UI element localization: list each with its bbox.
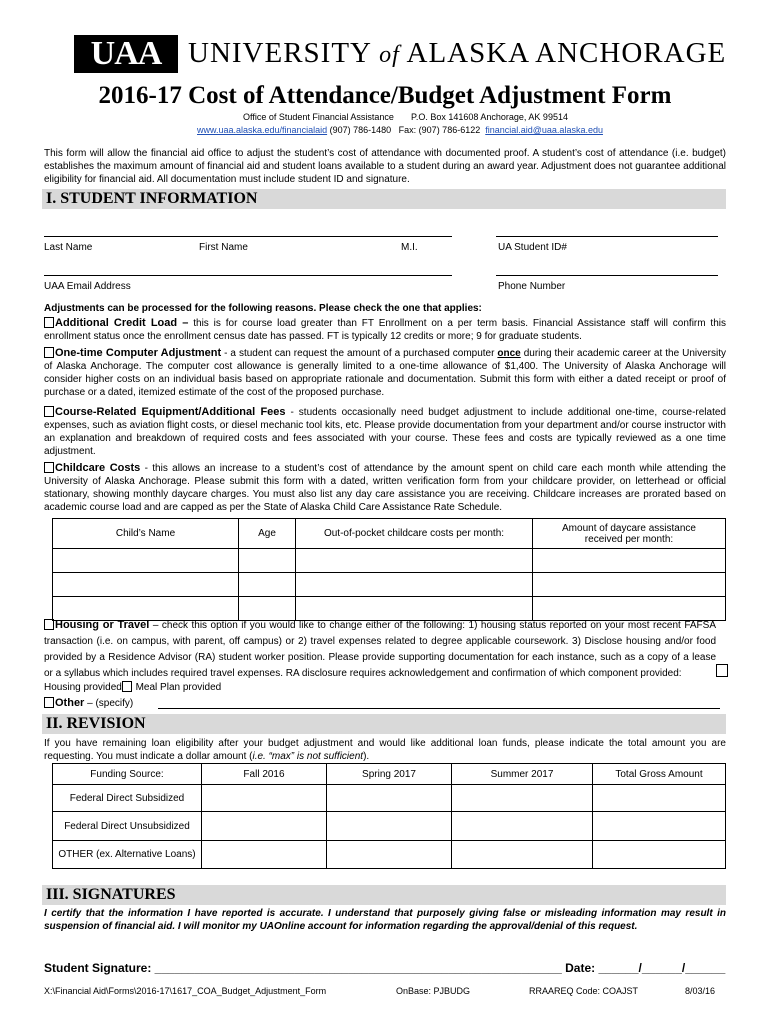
table-row [53,549,726,573]
housing-provided-checkbox[interactable] [122,681,132,692]
table-row: OTHER (ex. Alternative Loans) [53,841,726,869]
age-header: Age [239,519,296,549]
section-revision: II. REVISION [42,714,726,734]
ra-component-checkbox[interactable] [716,664,728,677]
housing-provided-row: Housing provided Meal Plan provided [44,682,222,693]
first-name-label: First Name [199,242,248,253]
last-name-label: Last Name [44,242,93,253]
computer-checkbox[interactable] [44,347,54,358]
total-header: Total Gross Amount [593,764,726,785]
certification-text: I certify that the information I have reported is accurate. I understand that purposely giving false or misleading information may result in suspension of financial aid. I will monitor my UAOnline account for information regarding the approval/denial of this request. [44,908,726,932]
revision-paragraph: If you have remaining loan eligibility after your budget adjustment and would like additional loan funds, please indicate the total amount you are requesting. You must indicate a dollar amount (i.e. “max” is not sufficient). [44,738,726,762]
reason-housing-travel: Housing or Travel – check this option if you would like to change either of the following: 1) housing status reported on your most recent FAFSA transaction (i.e. on campus, with parent, off campus) or 2) travel expenses related to degree applicable coursework. 3) Disclose housing and/or food provided by a Residence Advisor (RA) student worker position. Please provide supporting documentation for each instance, such as a copy of a lease or a syllabus which includes required travel expenses. RA disclosure requires acknowledgement and confirmation of which component provided: [44,619,716,679]
childcare-checkbox[interactable] [44,462,54,473]
form-title: 2016-17 Cost of Attendance/Budget Adjustment Form [98,82,672,109]
signature-row: Student Signature: _____________________________________________________________ Date: ______/______/______ [44,961,726,975]
name-line[interactable] [44,236,452,237]
email-link[interactable]: financial.aid@uaa.alaska.edu [485,125,603,135]
office-address: P.O. Box 141608 Anchorage, AK 99514 [411,112,568,122]
section-student-information: I. STUDENT INFORMATION [42,189,726,209]
revision-table [52,763,726,869]
footer-onbase: OnBase: PJBUDG [396,986,471,996]
section-signatures: III. SIGNATURES [42,885,726,905]
uaa-logo: UAA [74,35,178,73]
mi-label: M.I. [401,242,418,253]
child-name-header: Child’s Name [53,519,239,549]
footer-date: 8/03/16 [685,986,716,996]
contact-line [197,124,603,136]
table-row: Federal Direct Unsubsidized [53,812,726,841]
reason-credit-load: Additional Credit Load – this is for course load greater than FT Enrollment on a per term basis. Financial Assistance staff will confirm this enrollment status once the enrollment census date has passed. FT is typically 12 credits or more; 9 for graduate students. [44,317,726,342]
course-equipment-checkbox[interactable] [44,406,54,417]
phone-line[interactable] [496,275,718,276]
footer-rraareq: RRAAREQ Code: COAJST [529,986,639,996]
other-checkbox[interactable] [44,697,54,708]
summer-header: Summer 2017 [452,764,593,785]
reasons-heading: Adjustments can be processed for the following reasons. Please check the one that applies: [44,303,482,314]
reason-course-equipment: Course-Related Equipment/Additional Fees - students occasionally need budget adjustment to include additional one-time, course-related expenses, such as aviation flight costs, or diesel mechanic tool kits, etc. Please provide documentation from your department and/or course instructor with an explanation and breakdown of required costs and fees associated with your course. These fees and costs are typically reviewed as a one time adjustment. [44,406,726,457]
phone-label: Phone Number [498,281,566,292]
student-id-label: UA Student ID# [498,242,567,253]
housing-travel-checkbox[interactable] [44,619,54,630]
spring-header: Spring 2017 [327,764,452,785]
table-row: Federal Direct Subsidized [53,785,726,812]
reason-childcare: Childcare Costs - this allows an increase to a student’s cost of attendance by the amount spent on child care each month while attending the University of Alaska Anchorage. Please submit this form with a dated, written verification form from your childcare provider, on letterhead or official stationary, showing monthly daycare charges. You must also list any day care assistance you are receiving. Childcare increases are prorated based on academic course load and are capped as per the State of Alaska Child Care Assistance Rate Schedule. [44,462,726,513]
website-link[interactable]: www.uaa.alaska.edu/financialaid [197,125,328,135]
fax: Fax: (907) 786-6122 [398,125,481,135]
childcare-table [52,518,726,621]
reason-computer: One-time Computer Adjustment - a student can request the amount of a purchased computer once during their academic career at the University of Alaska Anchorage. The computer cost allowance is generally limited to a one-time allowance of $1,400. The University of Alaska Anchorage will consider higher costs on an individual basis based on appropriate rationale and documentation. Submit this form with either a dated receipt or proof of purchase or a dated, itemized estimate of the cost of the proposed purchase. [44,347,726,398]
fall-header: Fall 2016 [202,764,327,785]
other-specify-line[interactable] [158,708,720,709]
intro-paragraph: This form will allow the financial aid office to adjust the student’s cost of attendance with documented proof. A student’s cost of attendance (i.e. budget) establishes the maximum amount of financial aid and student loans available to a student during an award year. Adjustment does not guarantee additional eligibility for financial aid. All documentation must include student ID and signature. [44,148,726,185]
credit-load-checkbox[interactable] [44,317,54,328]
email-label: UAA Email Address [44,281,131,292]
funding-source-header: Funding Source: [53,764,202,785]
office-name: Office of Student Financial Assistance [243,112,394,122]
oop-cost-header: Out-of-pocket childcare costs per month: [296,519,533,549]
university-name: UNIVERSITY of ALASKA ANCHORAGE [188,37,727,69]
student-id-line[interactable] [496,236,718,237]
email-line[interactable] [44,275,452,276]
table-row [53,573,726,597]
reason-other: Other – (specify) [44,697,133,710]
date-line[interactable]: ______/______/______ [598,961,726,975]
assistance-header: Amount of daycare assistance received per month: [533,519,726,549]
footer-path: X:\Financial Aid\Forms\2016-17\1617_COA_Budget_Adjustment_Form [44,986,327,996]
signature-line[interactable]: _____________________________________________________________ [154,961,562,975]
phone: (907) 786-1480 [329,125,392,135]
